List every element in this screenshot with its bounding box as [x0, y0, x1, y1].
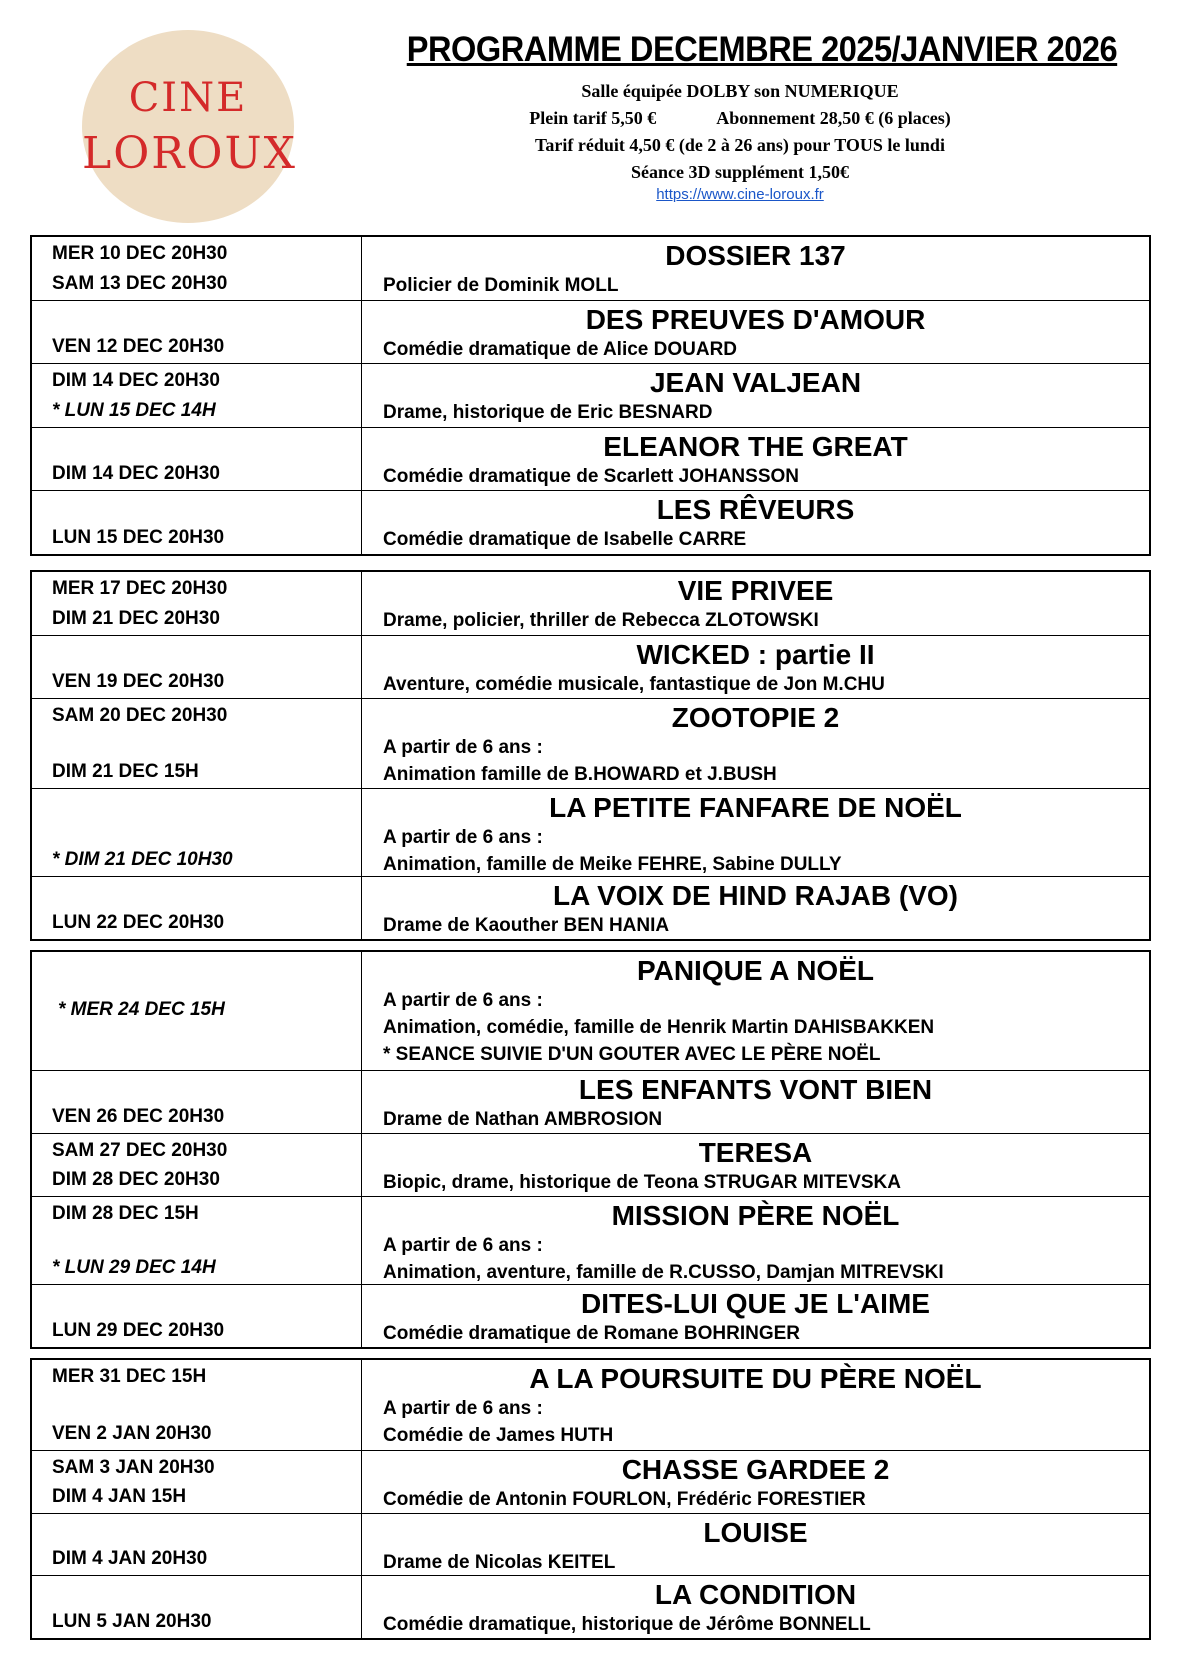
film-title: PANIQUE A NOËL [637, 955, 874, 986]
screening-dates [32, 699, 362, 788]
film-detail: Animation, comédie, famille de Henrik Martin DAHISBAKKEN [383, 1017, 935, 1038]
film-detail: Aventure, comédie musicale, fantastique de Jon M.CHU [383, 674, 885, 695]
screening-date: * DIM 21 DEC 10H30 [52, 849, 233, 870]
schedule-block [30, 570, 1151, 941]
film-row [32, 237, 1149, 300]
screening-date: VEN 2 JAN 20H30 [52, 1423, 212, 1444]
film-info [362, 491, 1149, 554]
film-detail: Drame de Nathan AMBROSION [383, 1109, 663, 1130]
screening-date: MER 10 DEC 20H30 [52, 243, 228, 264]
film-detail: Comédie dramatique de Alice DOUARD [383, 339, 738, 360]
screening-date: VEN 19 DEC 20H30 [52, 671, 225, 692]
screening-date: LUN 22 DEC 20H30 [52, 912, 225, 933]
film-row [32, 1513, 1149, 1575]
film-row [32, 490, 1149, 554]
plein-tarif: Plein tarif 5,50 € [529, 108, 657, 128]
screening-dates [32, 301, 362, 363]
film-title: LES ENFANTS VONT BIEN [578, 1074, 933, 1105]
film-detail: Comédie dramatique de Isabelle CARRE [383, 529, 747, 550]
film-detail: Comédie dramatique de Scarlett JOHANSSON [383, 466, 799, 487]
film-title: LES RÊVEURS [656, 494, 855, 525]
screening-date: DIM 28 DEC 20H30 [52, 1169, 220, 1190]
film-row [32, 788, 1149, 876]
film-row [32, 363, 1149, 427]
screening-dates [32, 1134, 362, 1196]
film-detail: A partir de 6 ans : [383, 1398, 543, 1419]
screening-dates [32, 789, 362, 876]
screening-date: SAM 27 DEC 20H30 [52, 1140, 228, 1161]
film-detail: Animation, aventure, famille de R.CUSSO, Damjan MITREVSKI [383, 1262, 944, 1283]
seance-3d: Séance 3D supplément 1,50€ [630, 162, 849, 182]
screening-date: LUN 29 DEC 20H30 [52, 1320, 225, 1341]
film-row [32, 1575, 1149, 1638]
film-info [362, 572, 1149, 635]
schedule-block [30, 235, 1151, 556]
film-detail: Comédie de Antonin FOURLON, Frédéric FORESTIER [383, 1489, 866, 1510]
screening-dates [32, 491, 362, 554]
film-detail: Policier de Dominik MOLL [383, 275, 619, 296]
film-detail: Animation, famille de Meike FEHRE, Sabine DULLY [383, 854, 842, 875]
screening-date: SAM 3 JAN 20H30 [52, 1457, 215, 1478]
screening-dates [32, 877, 362, 939]
film-title: MISSION PÈRE NOËL [611, 1200, 900, 1231]
tarif-line [380, 105, 1100, 132]
screening-date: MER 17 DEC 20H30 [52, 578, 228, 599]
screening-date: DIM 4 JAN 15H [52, 1486, 187, 1507]
screening-date: DIM 28 DEC 15H [52, 1203, 199, 1224]
film-info [362, 364, 1149, 427]
logo-line-1: CINE [128, 75, 248, 121]
screening-date: VEN 26 DEC 20H30 [52, 1106, 225, 1127]
film-row [32, 300, 1149, 363]
screening-date: * MER 24 DEC 15H [58, 999, 225, 1020]
screening-dates [32, 952, 362, 1070]
screening-dates [32, 572, 362, 635]
film-title: VIE PRIVEE [677, 575, 834, 606]
film-row [32, 572, 1149, 635]
screening-date: DIM 4 JAN 20H30 [52, 1548, 208, 1569]
film-title: CHASSE GARDEE 2 [621, 1454, 890, 1485]
film-info [362, 699, 1149, 788]
film-title: A LA POURSUITE DU PÈRE NOËL [529, 1363, 982, 1394]
film-detail: Drame de Nicolas KEITEL [383, 1552, 616, 1573]
screening-date: DIM 14 DEC 20H30 [52, 463, 220, 484]
film-title: WICKED : partie II [636, 639, 875, 670]
schedule-block [30, 950, 1151, 1349]
film-info [362, 1514, 1149, 1575]
screening-dates [32, 1451, 362, 1513]
film-info [362, 1071, 1149, 1133]
tarif-reduit: Tarif réduit 4,50 € (de 2 à 26 ans) pour TOUS le lundi [535, 135, 945, 155]
film-row [32, 1450, 1149, 1513]
schedule-block [30, 1358, 1151, 1640]
film-title: LOUISE [703, 1517, 808, 1548]
film-title: DES PREUVES D'AMOUR [585, 304, 926, 335]
film-title: LA CONDITION [654, 1579, 857, 1610]
screening-dates [32, 636, 362, 698]
film-detail: Comédie dramatique de Romane BOHRINGER [383, 1323, 801, 1344]
screening-date: VEN 12 DEC 20H30 [52, 336, 225, 357]
film-row [32, 427, 1149, 490]
film-info [362, 301, 1149, 363]
film-detail: A partir de 6 ans : [383, 827, 543, 848]
screening-dates [32, 1285, 362, 1347]
screening-date: LUN 5 JAN 20H30 [52, 1611, 212, 1632]
film-row [32, 1284, 1149, 1347]
film-info [362, 877, 1149, 939]
screening-dates [32, 1514, 362, 1575]
screening-date: DIM 21 DEC 15H [52, 761, 199, 782]
film-info [362, 1451, 1149, 1513]
salle-info: Salle équipée DOLBY son NUMERIQUE [581, 81, 899, 101]
film-row [32, 876, 1149, 939]
page-title: PROGRAMME DECEMBRE 2025/JANVIER 2026 [406, 30, 1118, 69]
film-row [32, 1070, 1149, 1133]
film-detail: * SEANCE SUIVIE D'UN GOUTER AVEC LE PÈRE NOËL [383, 1044, 881, 1065]
film-row [32, 698, 1149, 788]
film-info [362, 237, 1149, 300]
screening-date: DIM 21 DEC 20H30 [52, 608, 220, 629]
film-info [362, 1285, 1149, 1347]
film-info [362, 952, 1149, 1070]
film-title: JEAN VALJEAN [649, 367, 862, 398]
screening-date: LUN 15 DEC 20H30 [52, 527, 225, 548]
film-detail: Comédie de James HUTH [383, 1425, 614, 1446]
screening-date: MER 31 DEC 15H [52, 1366, 207, 1387]
screening-dates [32, 1576, 362, 1638]
film-detail: Biopic, drame, historique de Teona STRUGAR MITEVSKA [383, 1172, 901, 1193]
film-info [362, 636, 1149, 698]
cine-loroux-logo [82, 30, 297, 223]
website-link[interactable]: https://www.cine-loroux.fr [656, 186, 824, 203]
screening-date: DIM 14 DEC 20H30 [52, 370, 220, 391]
screening-dates [32, 237, 362, 300]
film-title: DOSSIER 137 [665, 240, 846, 271]
film-detail: A partir de 6 ans : [383, 1235, 543, 1256]
film-title: LA PETITE FANFARE DE NOËL [549, 792, 962, 823]
film-title: ZOOTOPIE 2 [671, 702, 840, 733]
film-row [32, 1133, 1149, 1196]
film-detail: Drame, policier, thriller de Rebecca ZLOTOWSKI [383, 610, 819, 631]
film-row [32, 1196, 1149, 1284]
film-detail: Drame de Kaouther BEN HANIA [383, 915, 670, 936]
screening-date: * LUN 15 DEC 14H [52, 400, 216, 421]
film-row [32, 635, 1149, 698]
film-detail: Animation famille de B.HOWARD et J.BUSH [383, 764, 777, 785]
film-detail: Drame, historique de Eric BESNARD [383, 402, 713, 423]
film-info [362, 789, 1149, 876]
screening-dates [32, 1071, 362, 1133]
screening-dates [32, 364, 362, 427]
film-title: DITES-LUI QUE JE L'AIME [581, 1288, 930, 1319]
film-row [32, 1360, 1149, 1450]
screening-dates [32, 1360, 362, 1450]
screening-date: * LUN 29 DEC 14H [52, 1257, 216, 1278]
screening-dates [32, 428, 362, 490]
film-detail: A partir de 6 ans : [383, 737, 543, 758]
film-row [32, 952, 1149, 1070]
abonnement: Abonnement 28,50 € (6 places) [716, 108, 951, 128]
program-header [380, 30, 1118, 204]
film-info [362, 1197, 1149, 1284]
film-detail: A partir de 6 ans : [383, 990, 543, 1011]
screening-dates [32, 1197, 362, 1284]
film-title: TERESA [698, 1137, 813, 1168]
screening-date: SAM 20 DEC 20H30 [52, 705, 228, 726]
film-title: LA VOIX DE HIND RAJAB (VO) [553, 880, 958, 911]
film-info [362, 428, 1149, 490]
logo-line-2: LOROUX [82, 128, 297, 179]
screening-date: SAM 13 DEC 20H30 [52, 273, 228, 294]
film-detail: Comédie dramatique, historique de Jérôme BONNELL [383, 1614, 871, 1635]
film-title: ELEANOR THE GREAT [603, 431, 908, 462]
film-info [362, 1360, 1149, 1450]
film-info [362, 1134, 1149, 1196]
film-info [362, 1576, 1149, 1638]
